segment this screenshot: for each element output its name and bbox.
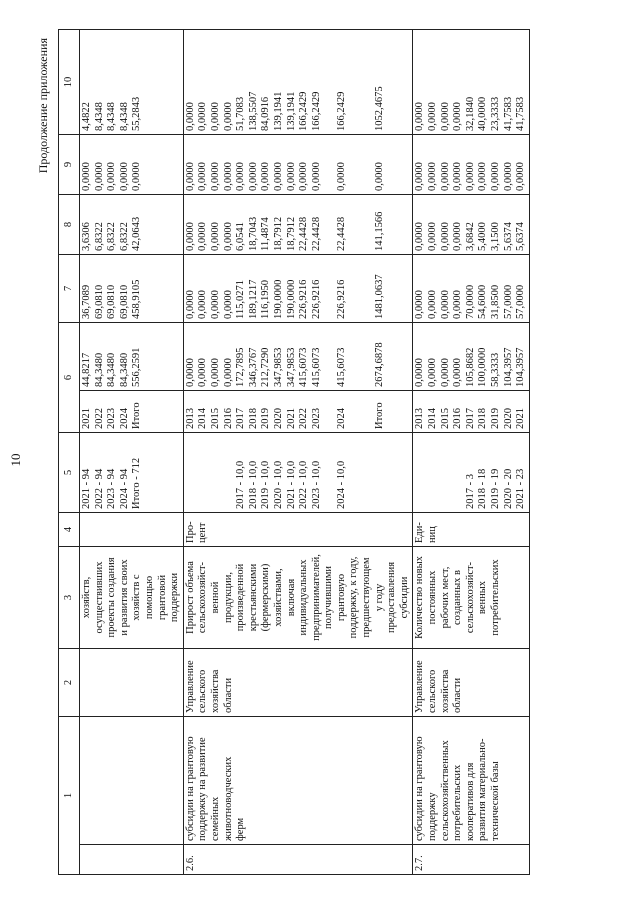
total-funding: 0,0000 0,0000 0,0000 0,0000 105,8682 100,0000 58,3333 104,3957 104,3957 bbox=[413, 323, 529, 391]
indicator: хозяйств, осуществивших проекты создания и развития своих хозяйств с помощью грантовой поддержки bbox=[80, 547, 184, 649]
regional-budget: 0,0000 0,0000 0,0000 0,0000 3,6842 5,4000 3,1500 5,6374 5,6374 bbox=[413, 195, 529, 255]
indicator: Количество новых постоянных рабочих мест, созданных в сельскохозяйст- венных потребительских bbox=[413, 547, 529, 649]
unit: Еди- ниц bbox=[413, 513, 529, 547]
item-number: 2.7. bbox=[413, 845, 529, 875]
federal-budget: 36,7089 69,0810 69,0810 69,0810 458,9105 bbox=[80, 255, 184, 323]
other-sources: 4,4822 8,4348 8,4348 8,4348 55,2843 bbox=[80, 30, 184, 135]
years: 2013 2014 2015 2016 2017 2018 2019 2020 2021 2022 2023 2024 Итого bbox=[183, 391, 413, 433]
item-number: 2.6. bbox=[183, 845, 413, 875]
target-values: 2017 - 3 2018 - 18 2019 - 19 2020 - 20 2021 - 23 bbox=[413, 433, 529, 513]
table-row bbox=[183, 30, 413, 875]
item-number bbox=[80, 845, 184, 875]
local-budget: 0,0000 0,0000 0,0000 0,0000 0,0000 0,0000 0,0000 0,0000 0,0000 bbox=[413, 135, 529, 195]
col-number-10: 10 bbox=[59, 30, 80, 135]
local-budget: 0,0000 0,0000 0,0000 0,0000 0,0000 0,0000 0,0000 0,0000 0,0000 0,0000 0,0000 0,0000 0,0000 bbox=[183, 135, 413, 195]
col-number-8: 8 bbox=[59, 195, 80, 255]
col-number-1: 1 bbox=[59, 717, 80, 875]
col-number-9: 9 bbox=[59, 135, 80, 195]
total-funding: 44,8217 84,3480 84,3480 84,3480 556,2591 bbox=[80, 323, 184, 391]
table-row bbox=[80, 30, 184, 875]
executor: Управление сельского хозяйства области bbox=[183, 649, 413, 717]
measure-name bbox=[80, 717, 184, 845]
other-sources: 0,0000 0,0000 0,0000 0,0000 51,7083 138,5507 84,0916 139,1941 139,1941 166,2429 166,2429 166,2429 1052,4675 bbox=[183, 30, 413, 135]
indicator: Прирост объема сельскохозяйст- венной продукции, произведенной крестьянскими (фермерскими) хозяйствами, включая индивидуальных предпринимателей, получившими грантовую поддержку, к году, предшествующем у году предоставления субсидии bbox=[183, 547, 413, 649]
continuation-caption: Продолжение приложения bbox=[36, 38, 50, 174]
years: 2021 2022 2023 2024 Итого bbox=[80, 391, 184, 433]
executor: Управление сельского хозяйства области bbox=[413, 649, 529, 717]
measure-name: субсидии на грантовую поддержку сельскохозяйственных потребительских кооперативов для развития материально- технической базы bbox=[413, 717, 529, 845]
federal-budget: 0,0000 0,0000 0,0000 0,0000 115,0271 189,1217 116,1950 190,0000 190,0000 226,9216 226,9216 226,9216 1481,0637 bbox=[183, 255, 413, 323]
total-funding: 0,0000 0,0000 0,0000 0,0000 172,7895 346,3767 212,7290 347,9853 347,9853 415,6073 415,6073 415,6073 2674,6878 bbox=[183, 323, 413, 391]
header-row bbox=[59, 30, 80, 875]
col-number-2: 2 bbox=[59, 649, 80, 717]
target-values: 2017 - 10,0 2018 - 10,0 2019 - 10,0 2020 - 10,0 2021 - 10,0 2022 - 10,0 2023 - 10,0 2024 - 10,0 bbox=[183, 433, 413, 513]
local-budget: 0,0000 0,0000 0,0000 0,0000 0,0000 bbox=[80, 135, 184, 195]
col-number-6: 6 bbox=[59, 323, 80, 433]
col-number-5: 5 bbox=[59, 433, 80, 513]
regional-budget: 3,6306 6,8322 6,8322 6,8322 42,0643 bbox=[80, 195, 184, 255]
other-sources: 0,0000 0,0000 0,0000 0,0000 32,1840 40,0000 23,3333 41,7583 41,7583 bbox=[413, 30, 529, 135]
unit bbox=[80, 513, 184, 547]
appendix-table bbox=[58, 29, 530, 875]
table-row bbox=[413, 30, 529, 875]
federal-budget: 0,0000 0,0000 0,0000 0,0000 70,0000 54,6000 31,8500 57,0000 57,0000 bbox=[413, 255, 529, 323]
page-number: 10 bbox=[8, 453, 23, 467]
col-number-3: 3 bbox=[59, 547, 80, 649]
years: 2013 2014 2015 2016 2017 2018 2019 2020 2021 bbox=[413, 391, 529, 433]
col-number-4: 4 bbox=[59, 513, 80, 547]
unit: Про- цент bbox=[183, 513, 413, 547]
col-number-7: 7 bbox=[59, 255, 80, 323]
executor bbox=[80, 649, 184, 717]
target-values: 2021 - 94 2022 - 94 2023 - 94 2024 - 94 Итого - 712 bbox=[80, 433, 184, 513]
regional-budget: 0,0000 0,0000 0,0000 0,0000 6,0541 18,7043 11,4874 18,7912 18,7912 22,4428 22,4428 22,4428 141,1566 bbox=[183, 195, 413, 255]
measure-name: субсидии на грантовую поддержку на развитие семейных животноводческих ферм bbox=[183, 717, 413, 845]
